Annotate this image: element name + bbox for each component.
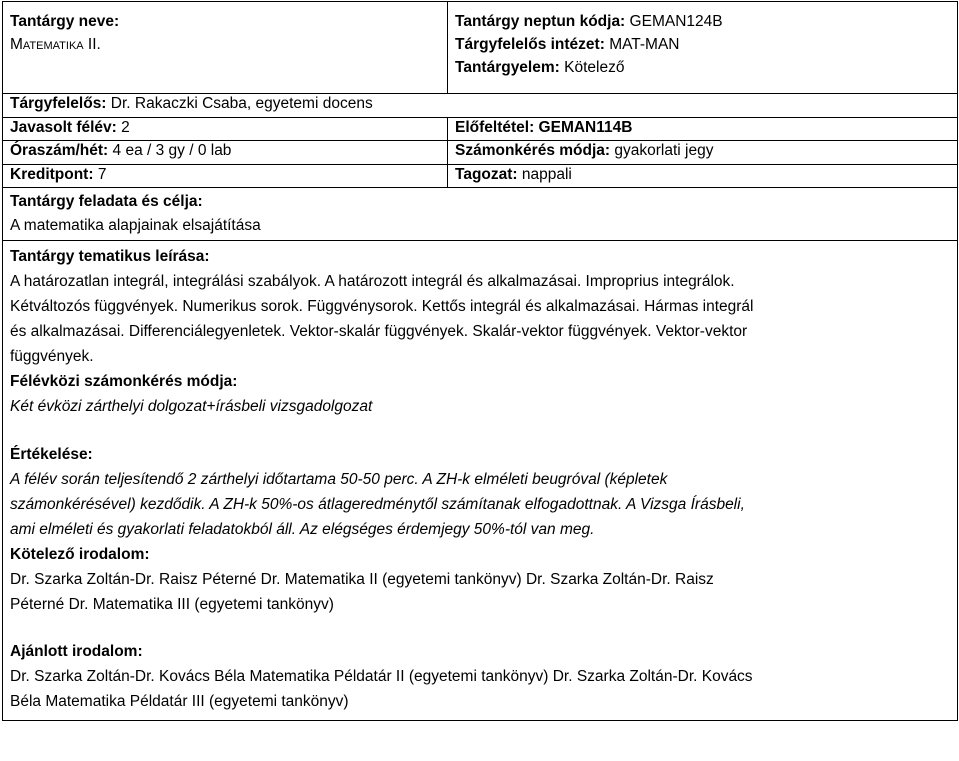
topics-label: Tantárgy tematikus leírása: [10,248,210,265]
content-cell [3,241,958,721]
recommended-label: Ajánlott irodalom: [10,643,143,660]
responsible-label: Tárgyfelelős: [10,95,107,112]
evaluation-line-1: A félév során teljesítendő 2 zárthelyi időtartama 50-50 perc. A ZH-k elméleti beugróval (képletek [10,471,668,488]
goal-label: Tantárgy feladata és célja: [10,193,203,210]
subject-name-value: Matematika II. [10,36,101,53]
evaluation-line-3: ami elméleti és gyakorlati feladatokból áll. Az elégséges érdemjegy 50%-tól van meg. [10,521,595,538]
subject-name-label: Tantárgy neve: [10,13,120,30]
hours-cell [3,141,448,165]
exam-cell [448,141,958,165]
subject-codes-cell [448,2,958,94]
responsible-value: Dr. Rakaczki Csaba, egyetemi docens [110,95,373,112]
goal-text: A matematika alapjainak elsajátítása [10,217,261,234]
section-label: Tagozat: [455,165,518,183]
subject-name-cell [3,2,448,94]
exam-label: Számonkérés módja: [455,142,611,159]
credit-cell [3,164,448,188]
section-value: nappali [521,165,572,183]
recommended-line-1: Dr. Szarka Zoltán-Dr. Kovács Béla Matematika Példatár II (egyetemi tankönyv) Dr. Szarka Zoltán-Dr. Kovács [10,668,753,685]
semester-cell [3,117,448,141]
responsible-row [3,94,958,118]
evaluation-line-2: számonkérésével) kezdődik. A ZH-k 50%-os átlageredménytől számítanak elfogadottnak. A Vizsga Írásbeli, [10,496,745,513]
course-datasheet [0,1,959,761]
element-label: Tantárgyelem: [455,59,560,76]
prereq-cell [448,117,958,141]
hours-label: Óraszám/hét: [10,142,109,159]
mandatory-line-2: Péterné Dr. Matematika III (egyetemi tankönyv) [10,596,334,613]
header-row [3,2,958,94]
neptun-value: GEMAN124B [629,13,723,30]
section-cell [448,164,958,188]
prereq-label: Előfeltétel: [455,118,535,136]
recommended-line-2: Béla Matematika Példatár III (egyetemi tankönyv) [10,693,349,710]
topics-line-1: A határozatlan integrál, integrálási szabályok. A határozott integrál és alkalmazásai. Improprius integrálok. [10,273,735,290]
midterm-text: Két évközi zárthelyi dolgozat+írásbeli vizsgadolgozat [10,398,373,415]
content-row [3,241,958,721]
topics-line-3: és alkalmazásai. Differenciálegyenletek. Vektor-skalár függvények. Skalár-vektor függvények. Vektor-vektor [10,323,748,340]
semester-value: 2 [121,118,130,136]
exam-value: gyakorlati jegy [614,142,714,159]
course-table [2,1,958,721]
topics-line-4: függvények. [10,348,94,365]
goal-row [3,188,958,241]
mandatory-line-1: Dr. Szarka Zoltán-Dr. Raisz Péterné Dr. Matematika II (egyetemi tankönyv) Dr. Szarka Zoltán-Dr. Raisz [10,571,714,588]
evaluation-label: Értékelése: [10,446,93,463]
institute-label: Tárgyfelelős intézet: [455,36,605,53]
hours-value: 4 ea / 3 gy / 0 lab [112,142,232,159]
credit-row [3,164,958,188]
mandatory-label: Kötelező irodalom: [10,546,150,563]
semester-row [3,117,958,141]
goal-cell [3,188,958,241]
institute-value: MAT-MAN [609,36,680,53]
hours-row [3,141,958,165]
topics-line-2: Kétváltozós függvények. Numerikus sorok. Függvénysorok. Kettős integrál és alkalmazásai. Hármas integrál [10,298,754,315]
prereq-value: GEMAN114B [538,118,633,136]
neptun-label: Tantárgy neptun kódja: [455,13,626,30]
midterm-label: Félévközi számonkérés módja: [10,373,238,390]
element-value: Kötelező [564,59,625,76]
credit-value: 7 [97,165,107,183]
responsible-cell [3,94,958,118]
semester-label: Javasolt félév: [10,118,117,136]
credit-label: Kreditpont: [10,165,94,183]
